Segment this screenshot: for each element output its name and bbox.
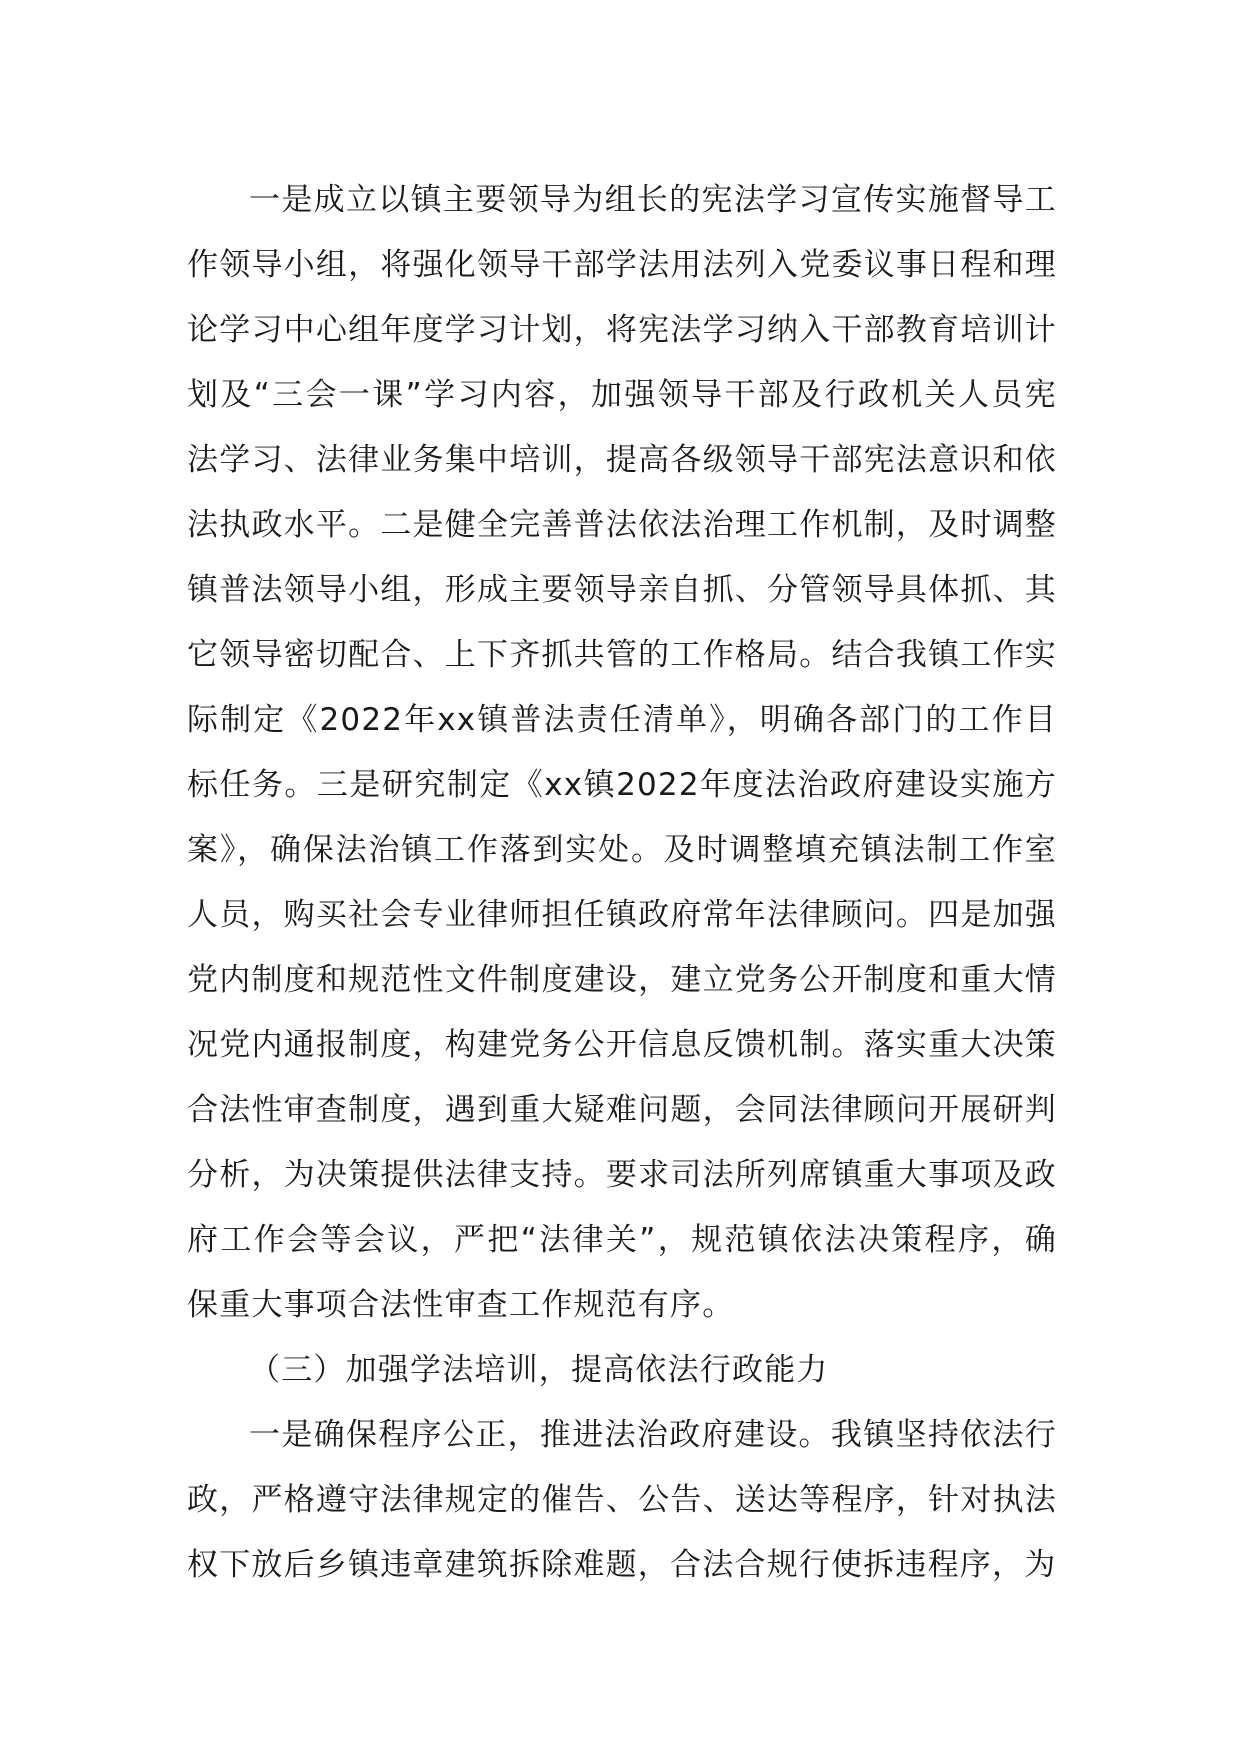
section-heading: （三）加强学法培训，提高依法行政能力: [249, 1352, 829, 1388]
body-paragraph-1: 一是成立以镇主要领导为组长的宪法学习宣传实施督导工作领导小组，将强化领导干部学法用法列入党委议事日程和理论学习中心组年度学习计划，将宪法学习纳入干部教育培训计划及“三会一课”学习内容，加强领导干部及行政机关人员宪法学习、法律业务集中培训，提高各级领导干部宪法意识和依法执政水平。二是健全完善普法依法治理工作机制，及时调整镇普法领导小组，形成主要领导亲自抓、分管领导具体抓、其它领导密切配合、上下齐抓共管的工作格局。结合我镇工作实际制定《2022年xx镇普法责任清单》，明确各部门的工作目标任务。三是研究制定《xx镇2022年度法治政府建设实施方案》，确保法治镇工作落到实处。及时调整填充镇法制工作室人员，购买社会专业律师担任镇政府常年法律顾问。四是加强党内制度和规范性文件制度建设，建立党务公开制度和重大情况党内通报制度，构建党务公开信息反馈机制。落实重大决策合法性审查制度，遇到重大疑难问题，会同法律顾问开展研判分析，为决策提供法律支持。要求司法所列席镇重大事项及政府工作会等会议，严把“法律关”，规范镇依法决策程序，确保重大事项合法性审查工作规范有序。: [187, 182, 1057, 1323]
document-body: [187, 168, 1057, 1598]
body-paragraph-2: 一是确保程序公正，推进法治政府建设。我镇坚持依法行政，严格遵守法律规定的催告、公告、送达等程序，针对执法权下放后乡镇违章建筑拆除难题，合法合规行使拆违程序，为: [187, 1417, 1057, 1583]
